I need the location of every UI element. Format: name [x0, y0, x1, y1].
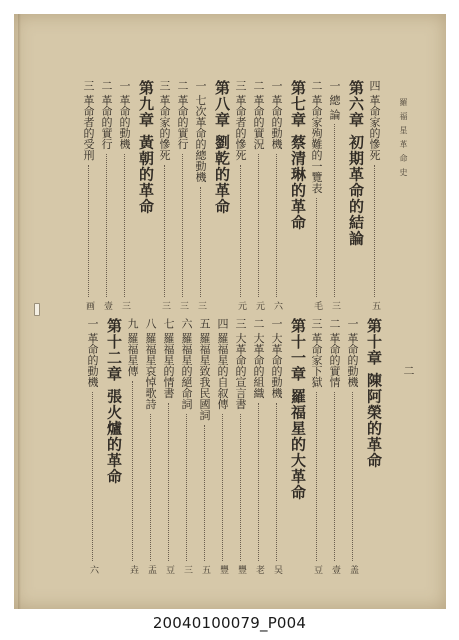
- toc-entry: [192, 80, 208, 310]
- toc-entry: [250, 318, 266, 574]
- toc-page-number: 五: [200, 565, 210, 574]
- dot-leader: [258, 154, 259, 298]
- toc-entry: [84, 318, 100, 574]
- toc-page-number: 画: [84, 301, 94, 310]
- toc-page-number: 元: [254, 301, 264, 310]
- chapter-heading: 第十二章 張火爐的革命: [105, 318, 123, 485]
- toc-entry: [308, 318, 324, 574]
- running-header: 羅福星革命史: [399, 98, 408, 182]
- dot-leader: [374, 165, 375, 298]
- toc-entry-title: 三 革命家下獄: [310, 318, 323, 388]
- toc-page-number: 六: [88, 565, 98, 574]
- toc-entry-title: 一 革命的動機: [118, 80, 131, 150]
- dot-leader: [92, 392, 93, 562]
- toc-entry: [98, 80, 114, 310]
- toc-entry: [178, 318, 194, 574]
- toc-entry-title: 三 革命者的慘死: [234, 80, 247, 161]
- toc-entry-title: 二 大革命的組織: [252, 318, 265, 399]
- dot-leader: [124, 154, 125, 298]
- dot-leader: [222, 414, 223, 562]
- toc-entry-title: 三 革命家的慘死: [158, 80, 171, 161]
- toc-page-number: 豆: [164, 565, 174, 574]
- toc-entry-title: 一 七次革命的總動機: [194, 80, 207, 183]
- toc-page-number: 元: [236, 301, 246, 310]
- toc-entry: [308, 80, 324, 310]
- chapter-heading: 第十章 陳阿榮的革命: [365, 318, 383, 469]
- toc-entry: [160, 318, 176, 574]
- toc-entry: [250, 80, 266, 310]
- dot-leader: [334, 392, 335, 562]
- toc-entry: [80, 80, 96, 310]
- dot-leader: [240, 414, 241, 562]
- toc-page-number: 豐: [218, 565, 228, 574]
- toc-page-number: 老: [254, 565, 264, 574]
- dot-leader: [352, 392, 353, 562]
- toc-page-number: 壹: [102, 301, 112, 310]
- toc-entry: [142, 318, 158, 574]
- toc-page-number: 三: [196, 301, 206, 310]
- toc-page-number: 豐: [236, 565, 246, 574]
- chapter-heading: 第六章 初期革命的結論: [347, 80, 365, 247]
- toc-entry: [326, 318, 342, 574]
- toc-entry-title: 一 革命的動機: [346, 318, 359, 388]
- toc-entry: [196, 318, 212, 574]
- toc-page-number: 盂: [146, 565, 156, 574]
- toc-entry: [156, 80, 172, 310]
- image-caption: 20040100079_P004: [152, 614, 307, 632]
- dot-leader: [316, 392, 317, 562]
- page-number: 二: [402, 365, 415, 376]
- toc-page-number: 三: [160, 301, 170, 310]
- toc-page-number: 壹: [330, 565, 340, 574]
- toc-page-number: 五: [370, 301, 380, 310]
- toc-page-number: 三: [120, 301, 130, 310]
- toc-entry-title: 二 革命的實情: [328, 318, 341, 388]
- toc-entry-title: 二 革命的實況: [252, 80, 265, 150]
- dot-leader: [316, 198, 317, 298]
- toc-entry: [116, 80, 132, 310]
- dot-leader: [168, 403, 169, 562]
- toc-entry: [268, 80, 284, 310]
- toc-page-number: 三: [178, 301, 188, 310]
- dot-leader: [276, 154, 277, 298]
- toc-entry: [232, 318, 248, 574]
- toc-entry-title: 七 羅福星的情書: [162, 318, 175, 399]
- toc-entry: [326, 80, 342, 310]
- chapter-heading: 第八章 劉乾的革命: [213, 80, 231, 215]
- toc-page-number: 三: [182, 565, 192, 574]
- toc-page-number: 毛: [312, 301, 322, 310]
- toc-entry-title: 三 革命者的受刑: [82, 80, 95, 161]
- toc-entry-title: 二 革命的實行: [100, 80, 113, 150]
- dot-leader: [132, 381, 133, 562]
- chapter-heading: 第十一章 羅福星的大革命: [289, 318, 307, 501]
- toc-entry-title: 五 羅福星致我民國詞: [198, 318, 211, 421]
- toc-entry: [268, 318, 284, 574]
- dot-leader: [200, 187, 201, 298]
- dot-leader: [258, 403, 259, 562]
- dot-leader: [164, 165, 165, 298]
- toc-page-number: 六: [272, 301, 282, 310]
- toc-entry-title: 一 革命的動機: [270, 80, 283, 150]
- toc-page-number: 三: [330, 301, 340, 310]
- toc-entry-title: 一 總 論: [328, 80, 341, 120]
- toc-entry-title: 六 羅福星的絕命詞: [180, 318, 193, 410]
- toc-entry-title: 一 大革命的動機: [270, 318, 283, 399]
- toc-page-number: 垚: [128, 565, 138, 574]
- toc-entry-title: 二 革命家殉難的一覽表: [310, 80, 323, 194]
- dot-leader: [334, 124, 335, 297]
- dot-leader: [106, 154, 107, 298]
- toc-entry-title: 四 羅福星的自叙傳: [216, 318, 229, 410]
- toc-page-number: 豆: [312, 565, 322, 574]
- chapter-heading: 第九章 黃朝的革命: [137, 80, 155, 215]
- toc-entry-title: 九 羅福星傳: [126, 318, 139, 377]
- toc-entry: [174, 80, 190, 310]
- toc-page-number: 吴: [272, 565, 282, 574]
- toc-entry: [366, 80, 382, 310]
- dot-leader: [88, 165, 89, 298]
- toc-entry: [344, 318, 360, 574]
- toc-entry: [232, 80, 248, 310]
- chapter-heading: 第七章 蔡清琳的革命: [289, 80, 307, 231]
- page-fold-shadow: [18, 14, 21, 609]
- dot-leader: [276, 403, 277, 562]
- dot-leader: [182, 154, 183, 298]
- dot-leader: [240, 165, 241, 298]
- toc-entry-title: 四 革命家的慘死: [368, 80, 381, 161]
- dot-leader: [204, 425, 205, 562]
- toc-entry-title: 八 羅福星哀悼歌詩: [144, 318, 157, 410]
- toc-entry-title: 二 革命的實行: [176, 80, 189, 150]
- dot-leader: [186, 414, 187, 562]
- toc-entry: [214, 318, 230, 574]
- toc-page-number: 盖: [348, 565, 358, 574]
- toc-entry-title: 三 大革命的宣言書: [234, 318, 247, 410]
- toc-entry-title: 一 革命的動機: [86, 318, 99, 388]
- staple-mark: [34, 303, 40, 316]
- toc-entry: [124, 318, 140, 574]
- dot-leader: [150, 414, 151, 562]
